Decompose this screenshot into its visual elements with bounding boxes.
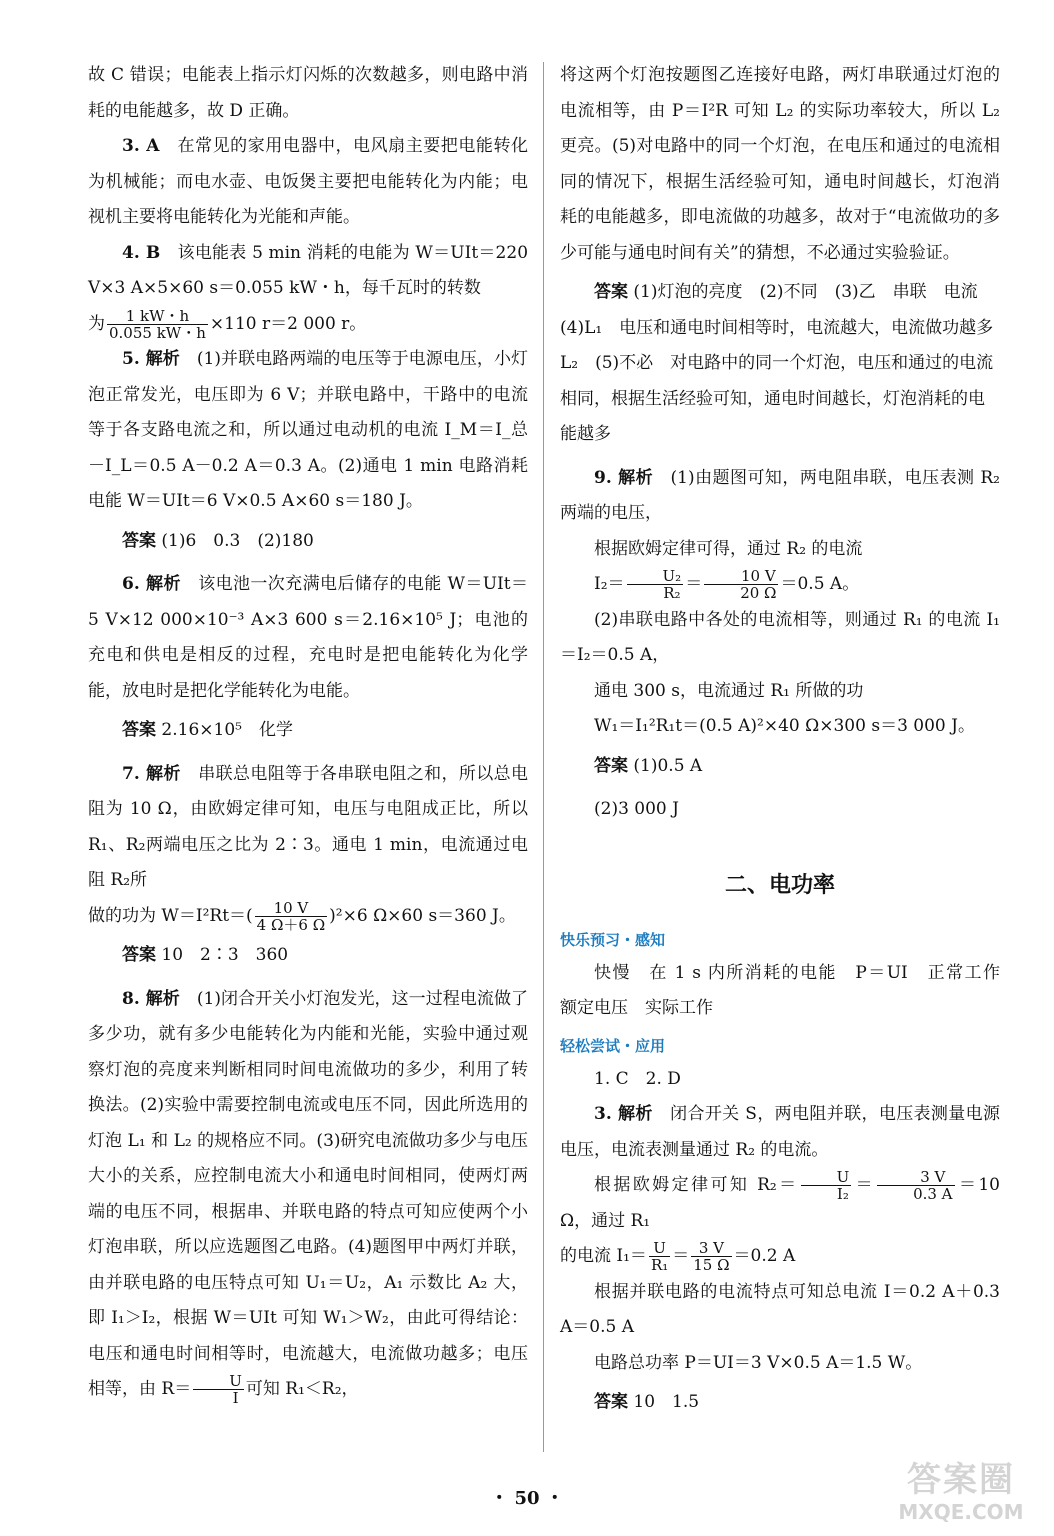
formula: 的电流 I₁＝ $\frac{U}{\text{R₁}}$ ＝ $\frac{3 V}{15 \Omega}$ ＝0.2 A <box>560 1239 796 1274</box>
paragraph: 根据欧姆定律可得，通过 R₂ 的电流 <box>594 538 863 559</box>
answer-4-formula: 为 $\frac{1 kW・h}{0.055 kW・h}$ ×110 r＝2 000 r。 <box>88 306 367 342</box>
answer-7: 7. 解析 串联总电阻等于各串联电阻之和，所以总电阻为 10 Ω，由欧姆定律可知，电压与电阻成正比，所以 R₁、R₂两端电压之比为 2∶3。通电 1 min，电流通过电阻 R₂所 <box>88 763 529 890</box>
answer-8-continued: 将这两个灯泡按题图乙连接好电路，两灯串联通过灯泡的电流相等，由 P＝I²R 可知 L₂ 的实际功率较大，所以 L₂ 更亮。(5)对电路中的同一个灯泡，在电压和通过的电流相同的情况下，根据生活经验可知，通电时间越长，灯泡消耗的电能越多，即电流做的功越多，故对于“电流做功的多少可能与通电时间有关”的猜想，不必通过实验验证。 <box>560 65 1000 263</box>
answer-8: 8. 解析 (1)闭合开关小灯泡发光，这一过程电流做了多少功，就有多少电能转化为内能和光能，实验中通过观察灯泡的亮度来判断相同时间电流做功的多少，利用了转换法。(2)实验中需要控制电流或电压不同，因此所选用的灯泡 L₁ 和 L₂ 的规格应不同。(3)研究电流做功多少与电压大小的关系，应控制电流大小和通电时间相同，使两灯两端的电压不同，根据串、并联电路的特点可知应使两个小灯泡串联，所以应选题图乙电路。(4)题图甲中两灯并联，由并联电路的电压特点可知 U₁＝U₂，A₁ 示数比 A₂ 大，即 I₁＞I₂，根据 W＝UIt 可知 W₁＞W₂，由此可得结论：电压和通电时间相等时，电流越大，电流做功越多；电压相等，由 R＝ $\frac{U}{I}$ 可知 R₁＜R₂， <box>88 988 528 1407</box>
answer-9: 9. 解析 (1)由题图可知，两电阻串联，电压表测 R₂ 两端的电压， <box>560 467 1000 523</box>
answer-6-result: 答案 2.16×10⁵ 化学 <box>122 720 293 740</box>
formula: W₁＝I₁²R₁t＝(0.5 A)²×40 Ω×300 s＝3 000 J。 <box>594 716 975 736</box>
answer-5-result: 答案 (1)6 0.3 (2)180 <box>122 530 314 551</box>
answer-3-result: 答案 10 1.5 <box>594 1392 700 1412</box>
fraction: $\frac{U}{I}$ <box>193 1373 244 1406</box>
formula: I₂＝ $\frac{\text{U₂}}{\text{R₂}}$ ＝ $\frac{10 V}{20 \Omega}$ ＝0.5 A。 <box>594 567 860 602</box>
answer-4: 4. B 该电能表 5 min 消耗的电能为 W＝UIt＝220 V×3 A×5×60 s＝0.055 kW・h，每千瓦时的转数 <box>88 242 529 298</box>
section-title: 二、电功率 <box>724 872 835 898</box>
watermark-logo: 答案圈 MXQE.COM <box>898 1460 1024 1524</box>
answer-6: 6. 解析 该电池一次充满电后储存的电能 W＝UIt＝5 V×12 000×10⁻³ A×3 600 s＝2.16×10⁵ J；电池的充电和供电是相反的过程，充电时是把电能转化为化学能，放电时是把化学能转化为电能。 <box>88 574 528 701</box>
fraction: $\frac{10 V}{20 \Omega}$ <box>704 568 778 601</box>
answer-5: 5. 解析 (1)并联电路两端的电压等于电源电压，小灯泡正常发光，电压即为 6 V；并联电路中，干路中的电流等于各支路电流之和，所以通过电动机的电流 I_M＝I_总－I_L＝0.5 A－0.2 A＝0.3 A。(2)通电 1 min 电路消耗电能 W＝UIt＝6 V×0.5 A×60 s＝180 J。 <box>88 349 528 511</box>
formula: 根据欧姆定律可知 R₂＝ $\frac{U}{\text{I₂}}$ ＝ $\frac{3 V}{0.3 A}$ ＝10 Ω，通过 R₁ <box>560 1168 1000 1231</box>
paragraph: 根据并联电路的电流特点可知总电流 I＝0.2 A＋0.3 A＝0.5 A <box>560 1281 1000 1337</box>
paragraph: 故 C 错误；电能表上指示灯闪烁的次数越多，则电路中消耗的电能越多，故 D 正确。 <box>88 65 528 121</box>
fraction: $\frac{3 V}{0.3 A}$ <box>877 1169 954 1202</box>
choice-answers: 1. C 2. D <box>594 1068 681 1089</box>
fraction: $\frac{3 V}{15 \Omega}$ <box>693 1239 730 1274</box>
section-tag: 快乐预习・感知 <box>560 930 666 949</box>
section-tag: 轻松尝试・应用 <box>560 1036 666 1055</box>
fraction: $\frac{1 kW・h}{0.055 kW・h}$ <box>109 306 206 342</box>
left-column <box>88 58 528 1408</box>
paragraph: 电路总功率 P＝UI＝3 V×0.5 A＝1.5 W。 <box>594 1352 923 1373</box>
answer-9-result-2: (2)3 000 J <box>594 799 679 819</box>
paragraph: (2)串联电路中各处的电流相等，则通过 R₁ 的电流 I₁＝I₂＝0.5 A， <box>560 609 1000 665</box>
answer-7-formula: 做的功为 W＝I²Rt＝( $\frac{10 V}{4 \Omega+6 \Omega}$ )²×6 Ω×60 s＝360 J。 <box>88 898 516 934</box>
column-divider <box>543 62 544 1452</box>
paragraph: 通电 300 s，电流通过 R₁ 所做的功 <box>594 680 864 701</box>
page-number: ・ 50 ・ <box>490 1488 564 1509</box>
right-column <box>560 58 1017 1429</box>
fraction: $\frac{\text{U₂}}{\text{R₂}}$ <box>627 568 684 601</box>
fraction: $\frac{U}{\text{I₂}}$ <box>801 1169 852 1202</box>
answer-9-result: 答案 (1)0.5 A <box>594 755 703 776</box>
answer-3: 3. A 在常见的家用电器中，电风扇主要把电能转化为机械能；而电水壶、电饭煲主要把电能转化为内能；电视机主要将电能转化为光能和声能。 <box>88 136 529 227</box>
preview-answers: 快慢 在 1 s 内所消耗的电能 P＝UI 正常工作 额定电压 实际工作 <box>560 962 1017 1018</box>
answer-3: 3. 解析 闭合开关 S，两电阻并联，电压表测量电源电压，电流表测量通过 R₂ 的电流。 <box>560 1104 1000 1160</box>
answer-8-result: 答案 (1)灯泡的亮度 (2)不同 (3)乙 串联 电流 (4)L₁ 电压和通电时间相等时，电流越大，电流做功越多 L₂ (5)不必 对电路中的同一个灯泡，电压和通过的电流相同，根据生活经验可知，通电时间越长，灯泡消耗的电能越多 <box>560 282 1011 444</box>
fraction: $\frac{U}{\text{R₁}}$ <box>650 1239 669 1274</box>
fraction: $\frac{10 V}{4 \Omega+6 \Omega}$ <box>256 898 326 934</box>
answer-7-result: 答案 10 2∶3 360 <box>122 945 289 965</box>
